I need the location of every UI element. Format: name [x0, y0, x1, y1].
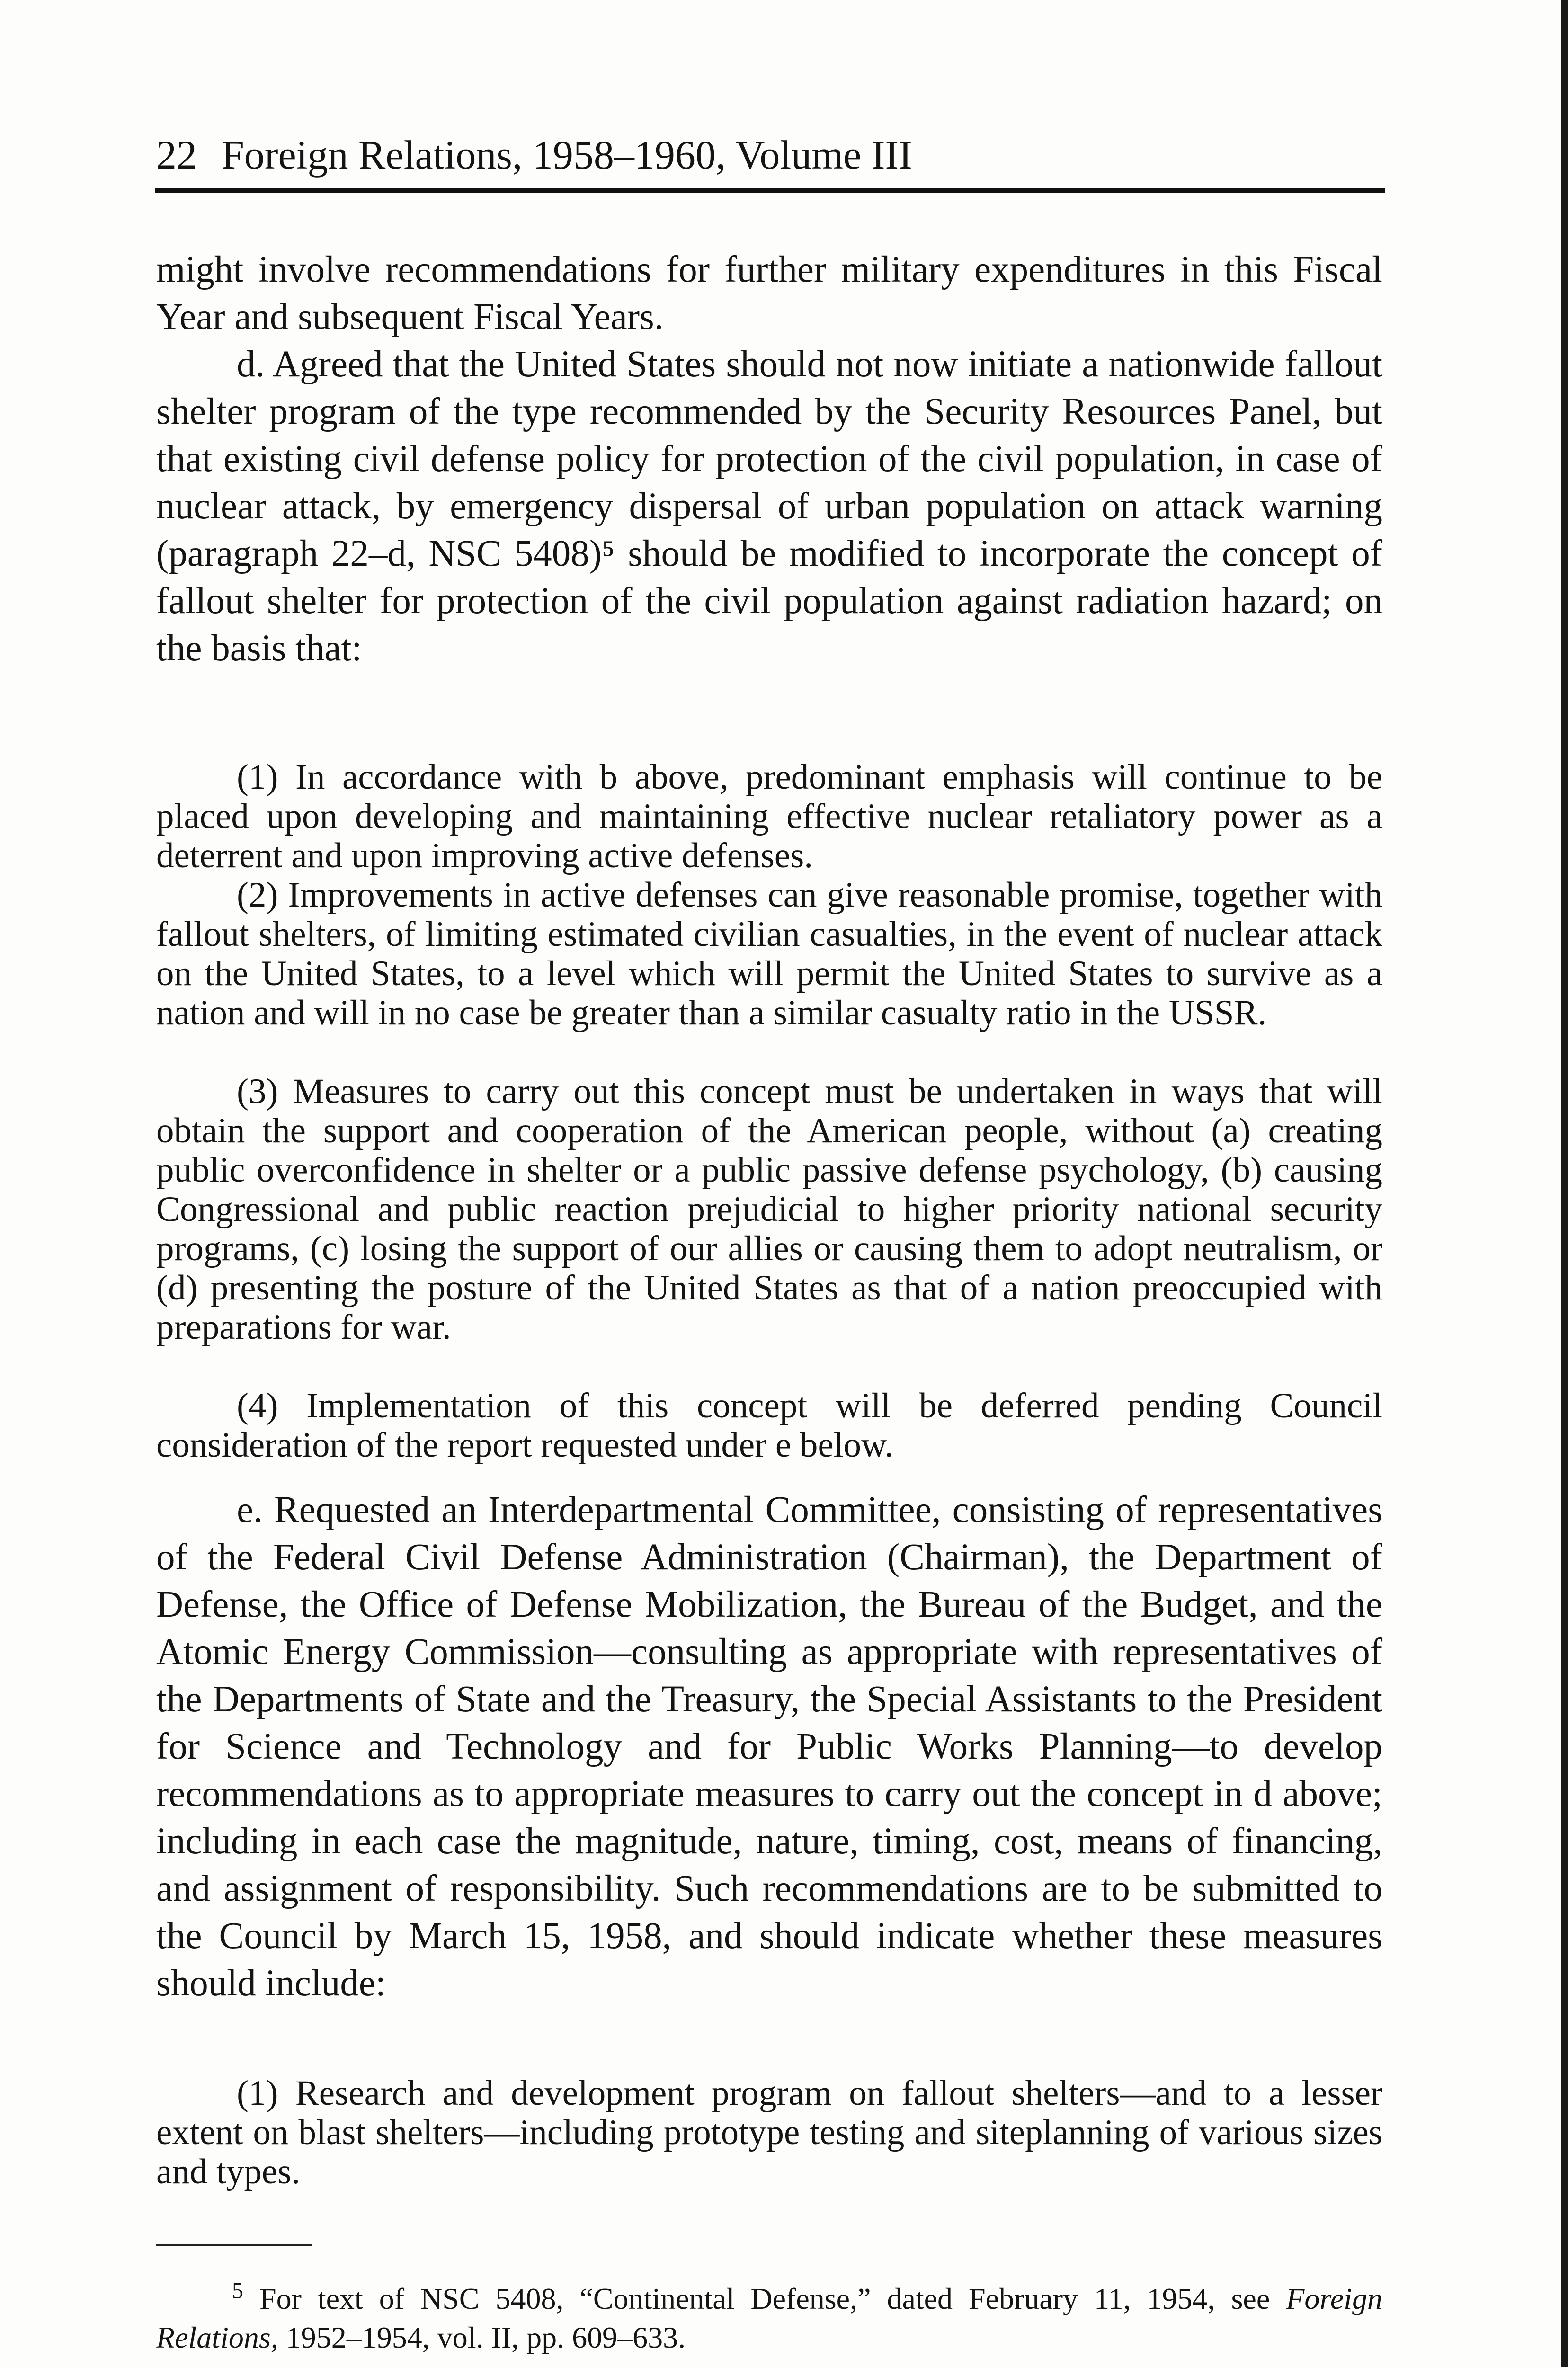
volume-title: Foreign Relations, 1958–1960, Volume III — [222, 132, 912, 178]
d-item-2: (2) Improvements in active defenses can give reasonable promise, together with fallout shelters, of limiting estimated civilian casualties, in the event of nuclear attack on the United States, to a level which will permit the United States to survive as a nation and will in no case be greater than a similar casualty ratio in the USSR. — [156, 875, 1382, 1032]
d-item-3: (3) Measures to carry out this concept must be undertaken in ways that will obtain the support and cooperation of the American people, without (a) creating public overconfidence in shelter or a public passive defense psychology, (b) causing Congressional and public reaction prejudicial to higher priority national security programs, (c) losing the support of our allies or causing them to adopt neutralism, or (d) presenting the posture of the United States as that of a nation preoccupied with preparations for war. — [156, 1072, 1382, 1347]
paragraph-e: e. Requested an Interdepartmental Committee, consisting of representatives of the Federal Civil Defense Administration (Chairman), the Department of Defense, the Office of Defense Mobilization, the Bureau of the Budget, and the Atomic Energy Commission—consulting as appropriate with representatives of the Departments of State and the Treasury, the Special Assistants to the President for Science and Technology and for Public Works Planning—to develop recommendations as to appropriate measures to carry out the concept in d above; including in each case the magnitude, nature, timing, cost, means of financing, and assignment of responsibility. Such recommendations are to be submitted to the Council by March 15, 1958, and should indicate whether these measures should include: — [156, 1489, 1382, 2004]
footnote-citation: 1952–1954, vol. II, pp. 609–633. — [285, 2321, 686, 2354]
scan-edge-border — [1561, 0, 1568, 2367]
page-number: 22 — [156, 132, 197, 178]
footnote-text: For text of NSC 5408, “Continental Defense,” dated February 11, 1954, see — [259, 2282, 1270, 2315]
header-rule — [155, 188, 1385, 193]
d-item-1: (1) In accordance with b above, predominant emphasis will continue to be placed upon developing and maintaining effective nuclear retaliatory power as a deterrent and upon improving active defenses. — [156, 757, 1382, 875]
footnote-source-title: Foreign Relations, — [156, 2282, 1383, 2354]
footnote-rule — [156, 2244, 312, 2246]
paragraph-continuation: might involve recommendations for further military expenditures in this Fiscal Year and subsequent Fiscal Years. — [156, 249, 1382, 338]
footnote-5 — [156, 2279, 1382, 2357]
d-item-4: (4) Implementation of this concept will be deferred pending Council consideration of the report requested under e below. — [156, 1386, 1382, 1465]
footnote-marker: 5 — [232, 2278, 243, 2304]
paragraph-d: d. Agreed that the United States should not now initiate a nationwide fallout shelter program of the type recommended by the Security Resources Panel, but that existing civil defense policy for protection of the civil population, in case of nuclear attack, by emergency dispersal of urban population on attack warning (paragraph 22–d, NSC 5408)⁵ should be modified to incorporate the concept of fallout shelter for protection of the civil population against radiation hazard; on the basis that: — [156, 344, 1382, 669]
e-item-1: (1) Research and development program on fallout shelters—and to a lesser extent on blast shelters—including prototype testing and siteplanning of various sizes and types. — [156, 2073, 1382, 2191]
running-header — [156, 129, 1387, 181]
